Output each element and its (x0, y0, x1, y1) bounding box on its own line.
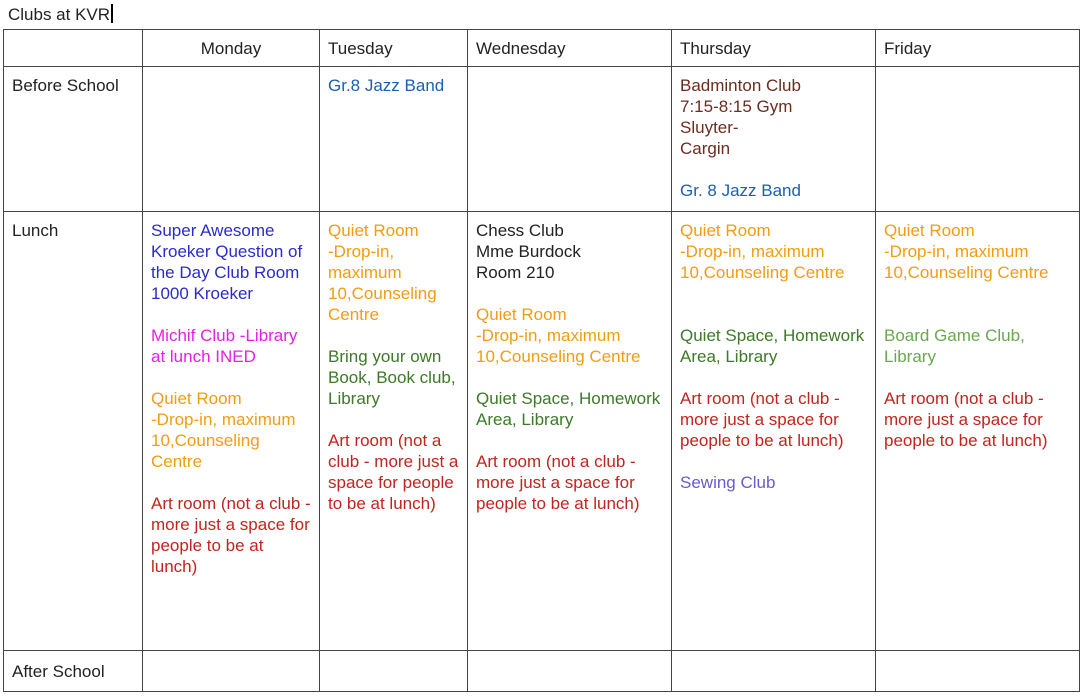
header-thursday[interactable]: Thursday (672, 30, 876, 67)
row-before-school (4, 67, 1080, 212)
club-entry: Quiet Room -Drop-in, maximum 10,Counseling Centre (476, 305, 641, 366)
clubs-schedule-table (3, 29, 1080, 692)
club-entry: Super Awesome Kroeker Question of the Day Club Room 1000 Kroeker (151, 221, 303, 303)
club-entry: Art room (not a club - more just a space for people to be at lunch) (680, 389, 844, 450)
cell-before-school-wednesday[interactable] (468, 67, 672, 212)
text-cursor (111, 4, 113, 23)
row-label-after-school[interactable]: After School (4, 651, 143, 692)
club-entry (884, 304, 1071, 325)
cell-after-school-friday[interactable] (876, 651, 1080, 692)
row-lunch (4, 212, 1080, 651)
club-entry: Quiet Space, Homework Area, Library (476, 389, 661, 429)
header-tuesday[interactable]: Tuesday (320, 30, 468, 67)
club-entry: Gr. 8 Jazz Band (680, 181, 801, 200)
cell-lunch-monday[interactable] (143, 212, 320, 651)
club-entry: Chess Club Mme Burdock Room 210 (476, 221, 581, 282)
cell-after-school-thursday[interactable] (672, 651, 876, 692)
cell-before-school-thursday[interactable] (672, 67, 876, 212)
club-entry: Quiet Room -Drop-in, maximum 10,Counseling Centre (680, 221, 845, 282)
club-entry: Quiet Room -Drop-in, maximum 10,Counseling Centre (328, 221, 437, 324)
club-entry: Quiet Room -Drop-in, maximum 10,Counseling Centre (884, 221, 1049, 282)
header-monday[interactable]: Monday (143, 30, 320, 67)
row-after-school (4, 651, 1080, 692)
header-row (4, 30, 1080, 67)
club-entry (680, 304, 867, 325)
club-entry: Bring your own Book, Book club, Library (328, 347, 456, 408)
club-entry: Art room (not a club - more just a space for people to be at lunch) (884, 389, 1048, 450)
club-entry: Quiet Space, Homework Area, Library (680, 326, 865, 366)
club-entry: Sewing Club (680, 473, 776, 492)
club-entry: Art room (not a club - more just a space for people to be at lunch) (151, 494, 311, 576)
cell-lunch-wednesday[interactable] (468, 212, 672, 651)
cell-lunch-friday[interactable] (876, 212, 1080, 651)
cell-after-school-wednesday[interactable] (468, 651, 672, 692)
cell-lunch-tuesday[interactable] (320, 212, 468, 651)
row-label-before-school[interactable]: Before School (4, 67, 143, 212)
document-title-text: Clubs at KVR (8, 5, 111, 24)
club-entry: Gr.8 Jazz Band (328, 76, 445, 95)
club-entry: Michif Club -Library at lunch INED (151, 326, 298, 366)
cell-lunch-thursday[interactable] (672, 212, 876, 651)
club-entry: Badminton Club 7:15-8:15 Gym Sluyter- Cargin (680, 76, 801, 158)
header-friday[interactable]: Friday (876, 30, 1080, 67)
header-wednesday[interactable]: Wednesday (468, 30, 672, 67)
club-entry: Quiet Room -Drop-in, maximum 10,Counseling Centre (151, 389, 296, 471)
club-entry: Board Game Club, Library (884, 326, 1025, 366)
cell-before-school-tuesday[interactable] (320, 67, 468, 212)
document-title[interactable] (8, 4, 113, 25)
cell-after-school-monday[interactable] (143, 651, 320, 692)
cell-after-school-tuesday[interactable] (320, 651, 468, 692)
corner-cell[interactable] (4, 30, 143, 67)
cell-before-school-monday[interactable] (143, 67, 320, 212)
club-entry: Art room (not a club - more just a space for people to be at lunch) (476, 452, 640, 513)
row-label-lunch[interactable]: Lunch (4, 212, 143, 651)
club-entry: Art room (not a club - more just a space for people to be at lunch) (328, 431, 459, 513)
cell-before-school-friday[interactable] (876, 67, 1080, 212)
